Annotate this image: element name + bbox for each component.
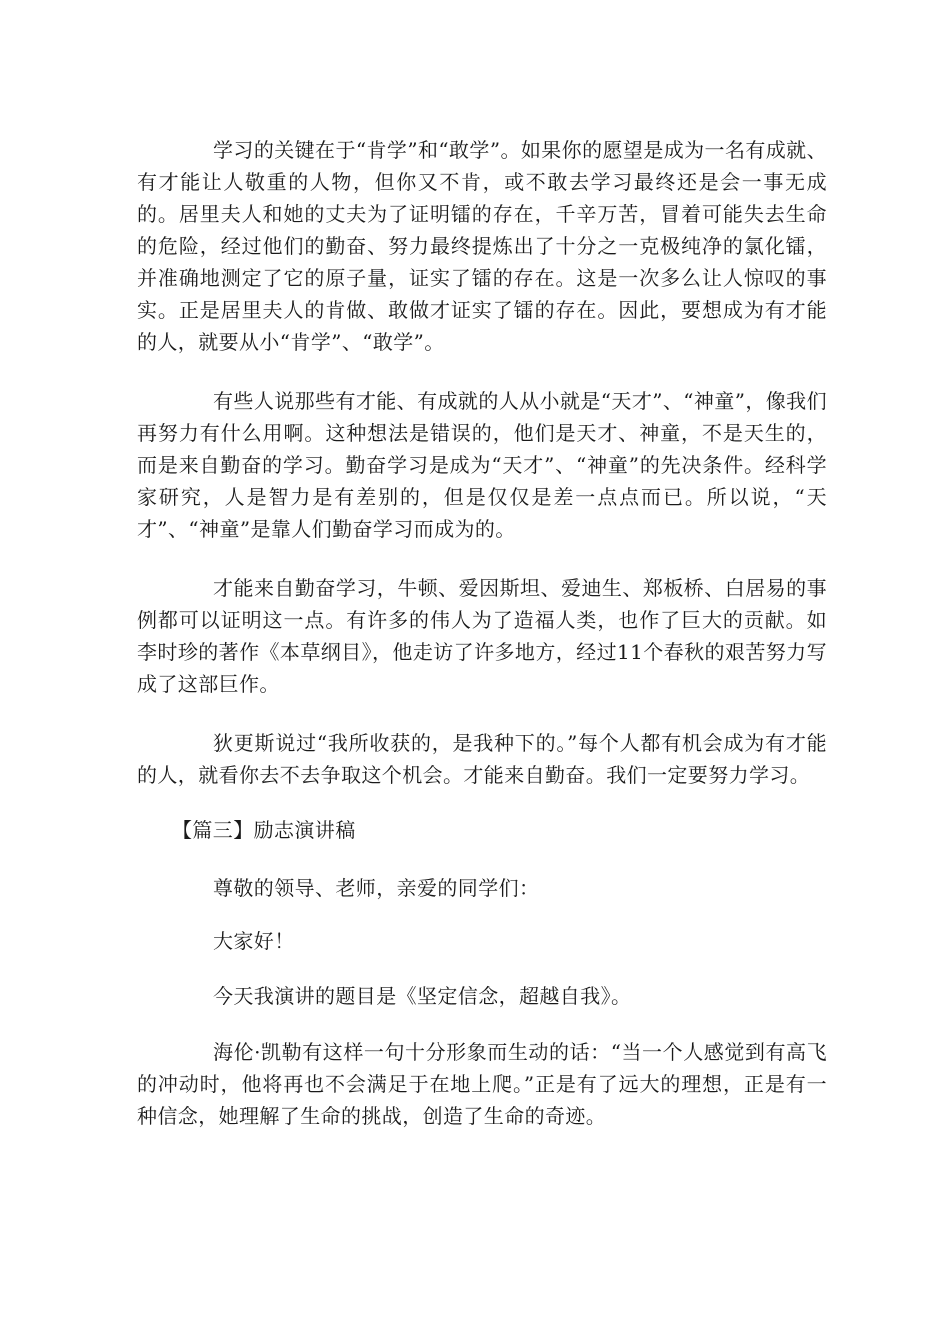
- paragraph-diligence-examples: 才能来自勤奋学习，牛顿、爱因斯坦、爱迪生、郑板桥、白居易的事例都可以证明这一点。有许多的伟人为了造福人类，也作了巨大的贡献。如李时珍的著作《本草纲目》，他走访了许多地方，经过11个春秋的艰苦努力写成了这部巨作。: [137, 576, 827, 696]
- greeting: 大家好！: [213, 929, 295, 953]
- paragraph-curie: 学习的关键在于“肯学”和“敢学”。如果你的愿望是成为一名有成就、有才能让人敬重的人物，但你又不肯，或不敢去学习最终还是会一事无成的。居里夫人和她的丈夫为了证明镭的存在，千辛万苦，冒着可能失去生命的危险，经过他们的勤奋、努力最终提炼出了十分之一克极纯净的氯化镭，并准确地测定了它的原子量，证实了镭的存在。这是一次多么让人惊叹的事实。正是居里夫人的肯做、敢做才证实了镭的存在。因此，要想成为有才能的人，就要从小“肯学”、“敢学”。: [137, 138, 827, 354]
- section-heading: 【篇三】励志演讲稿: [172, 818, 356, 842]
- speech-topic: 今天我演讲的题目是《坚定信念，超越自我》。: [213, 984, 632, 1008]
- paragraph-helen-keller: 海伦·凯勒有这样一句十分形象而生动的话：“当一个人感觉到有高飞的冲动时，他将再也不会满足于在地上爬。”正是有了远大的理想，正是有一种信念，她理解了生命的挑战，创造了生命的奇迹。: [137, 1040, 827, 1128]
- paragraph-dickens: 狄更斯说过“我所收获的，是我种下的。”每个人都有机会成为有才能的人，就看你去不去争取这个机会。才能来自勤奋。我们一定要努力学习。: [137, 731, 827, 787]
- salutation: 尊敬的领导、老师，亲爱的同学们：: [213, 876, 540, 900]
- paragraph-genius: 有些人说那些有才能、有成就的人从小就是“天才”、“神童”，像我们再努力有什么用啊。这种想法是错误的，他们是天才、神童，不是天生的，而是来自勤奋的学习。勤奋学习是成为“天才”、“神童”的先决条件。经科学家研究，人是智力是有差别的，但是仅仅是差一点点而已。所以说，“天才”、“神童”是靠人们勤奋学习而成为的。: [137, 389, 827, 541]
